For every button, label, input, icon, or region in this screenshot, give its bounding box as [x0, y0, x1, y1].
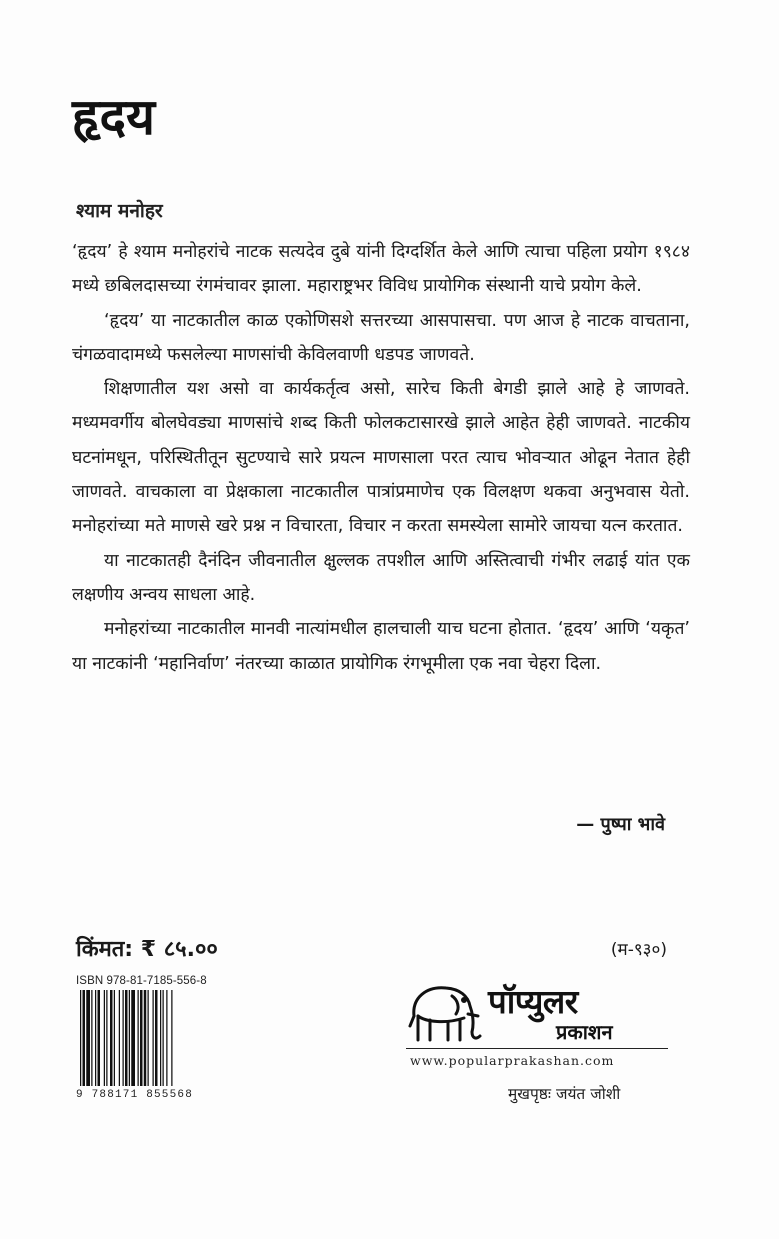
blurb-signature: — पुष्पा भावे: [576, 814, 665, 835]
blurb-text: [72, 235, 690, 681]
elephant-icon: [406, 976, 486, 1046]
barcode-bar: [98, 990, 101, 1086]
barcode-bar: [155, 990, 158, 1086]
barcode-bar: [131, 990, 135, 1086]
blurb-paragraph: शिक्षणातील यश असो वा कार्यकर्तृत्व असो, सारेच किती बेगडी झाले आहे हे जाणवते. मध्यमवर्गीय बोलघेवड्या माणसांचे शब्द किती फोलकटासारखे झाले आहेत हेही जाणवते. नाटकीय घटनांमधून, परिस्थितीतून सुटण्याचे सारे प्रयत्न माणसाला परत त्याच भोवऱ्यात ओढून नेतात हेही जाणवते. वाचकाला वा प्रेक्षकाला नाटकातील पात्रांप्रमाणेच एक विलक्षण थकवा अनुभवास येतो. मनोहरांच्या मते माणसे खरे प्रश्न न विचारता, विचार न करता समस्येला सामोरे जायचा यत्न करतात.: [72, 379, 690, 537]
barcode-bar: [119, 990, 120, 1086]
barcode-bar: [163, 990, 164, 1086]
barcode-bar: [153, 990, 154, 1086]
blurb-paragraph: या नाटकातही दैनंदिन जीवनातील क्षुल्लक तपशील आणि अस्तित्वाची गंभीर लढाई यांत एक लक्षणीय अन्वय साधला आहे.: [72, 550, 690, 605]
barcode-bar: [123, 990, 124, 1086]
barcode-bar: [86, 990, 90, 1086]
publisher-website: www.popularprakashan.com: [410, 1053, 615, 1068]
barcode-bar: [138, 990, 139, 1086]
isbn-barcode: [76, 975, 216, 1107]
catalog-code: (म-९३०): [610, 940, 667, 960]
book-title: हृदय: [72, 87, 156, 146]
barcode-bar: [104, 990, 105, 1086]
barcode-number: 9 788171 855568: [76, 1089, 194, 1101]
barcode-bar: [144, 990, 147, 1086]
blurb-paragraph: ‘हृदय’ हे श्याम मनोहरांचे नाटक सत्यदेव दुबे यांनी दिग्दर्शित केले आणि त्याचा पहिला प्रयोग १९८४ मध्ये छबिलदासच्या रंगमंचावर झाला. महाराष्ट्रभर विविध प्रायोगिक संस्थानी याचे प्रयोग केले.: [72, 242, 690, 297]
barcode-bar: [160, 990, 161, 1086]
barcode-bar: [91, 990, 92, 1086]
barcode-bar: [114, 990, 115, 1086]
logo-divider: [406, 1048, 668, 1049]
price-label: किंमत: ₹ ८५.००: [76, 937, 218, 962]
barcode-bar: [171, 990, 172, 1086]
barcode-bar: [110, 990, 113, 1086]
cover-credit: मुखपृष्ठः जयंत जोशी: [508, 1085, 621, 1103]
blurb-paragraph: ‘हृदय’ या नाटकातील काळ एकोणिसशे सत्तरच्या आसपासचा. पण आज हे नाटक वाचताना, चंगळवादामध्ये फसलेल्या माणसांची केविलवाणी धडपड जाणवते.: [72, 310, 690, 365]
barcode-bar: [95, 990, 96, 1086]
barcode-bars: [76, 990, 216, 1088]
barcode-bar: [125, 990, 128, 1086]
barcode-bar: [148, 990, 149, 1086]
publisher-name: पॉप्युलर: [488, 982, 578, 1021]
barcode-bar: [80, 990, 81, 1086]
barcode-bar: [83, 990, 86, 1086]
blurb-paragraph: मनोहरांच्या नाटकातील मानवी नात्यांमधील हालचाली याच घटना होतात. ‘हृदय’ आणि ‘यकृत’ या नाटकांनी ‘महानिर्वाण’ नंतरच्या काळात प्रायोगिक रंगभूमीला एक नवा चेहरा दिला.: [72, 619, 690, 674]
author-name: श्याम मनोहर: [76, 200, 163, 222]
isbn-text: ISBN 978-81-7185-556-8: [76, 975, 207, 987]
barcode-bar: [166, 990, 167, 1086]
barcode-bar: [129, 990, 130, 1086]
barcode-bar: [140, 990, 143, 1086]
publisher-subtitle: प्रकाशन: [556, 1020, 613, 1044]
barcode-bar: [106, 990, 107, 1086]
